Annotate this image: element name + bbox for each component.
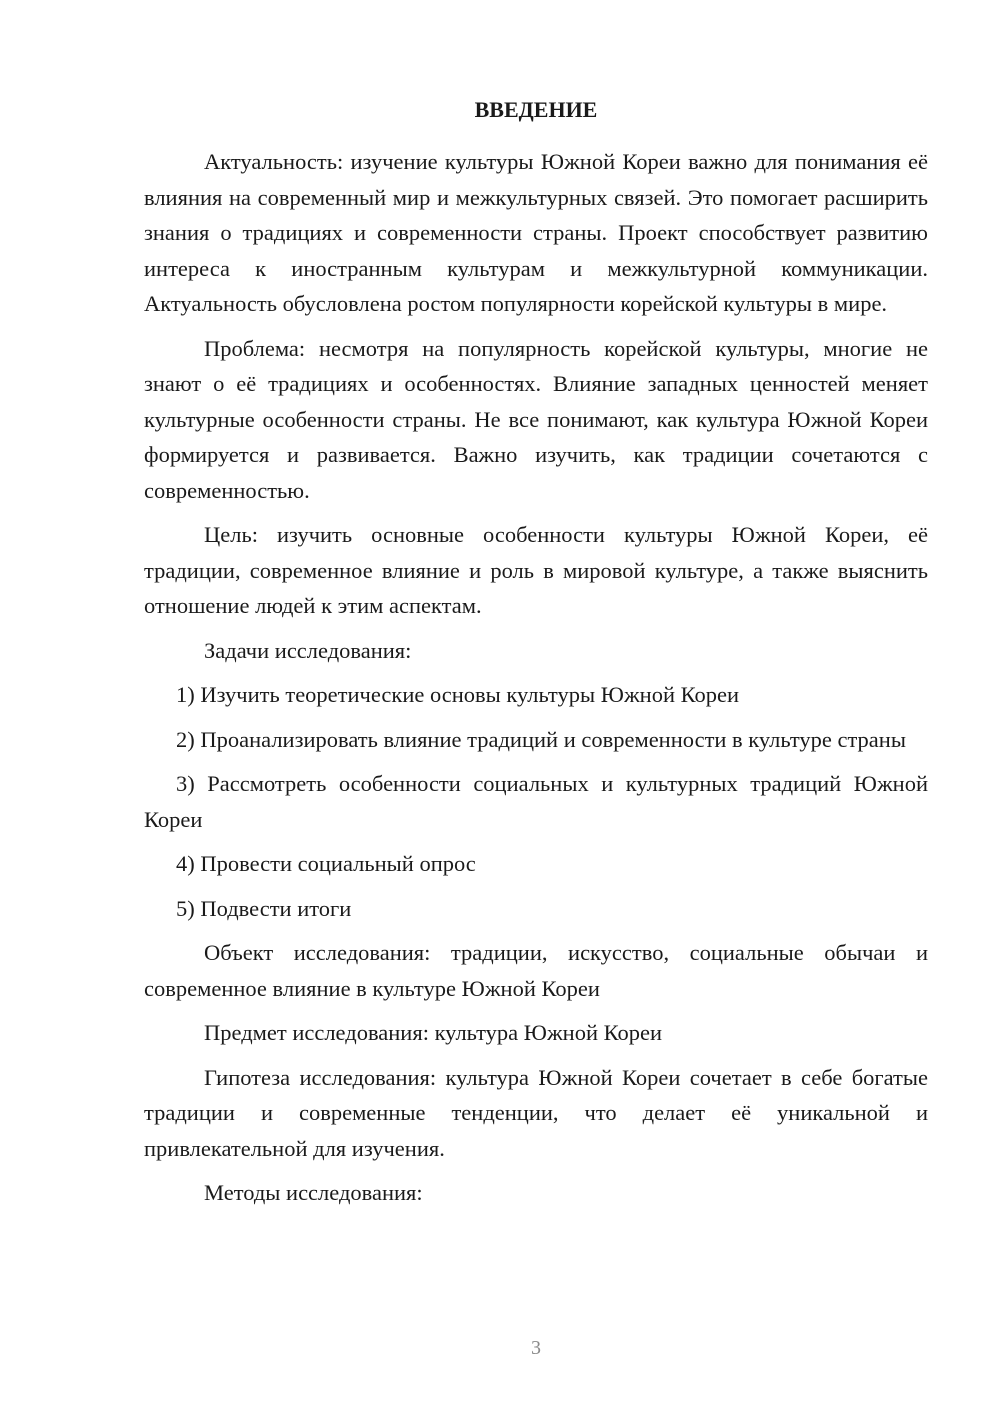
methods-heading: Методы исследования:: [204, 1180, 423, 1205]
tasks-list: [144, 677, 928, 926]
problem-paragraph: Проблема: несмотря на популярность корейской культуры, многие не знают о её традициях и особенностях. Влияние западных ценностей меняет культурные особенности страны. Не все понимают, как культура Южной Кореи формируется и развивается. Важно изучить, как традиции сочетаются с современностью.: [144, 335, 928, 503]
goal-paragraph: Цель: изучить основные особенности культуры Южной Кореи, её традиции, современное влияние и роль в мировой культуре, а также выяснить отношение людей к этим аспектам.: [144, 522, 928, 618]
object-paragraph: Объект исследования: традиции, искусство, социальные обычаи и современное влияние в культуре Южной Кореи: [144, 940, 928, 1001]
list-item: 3) Рассмотреть особенности социальных и культурных традиций Южной Кореи: [144, 771, 928, 832]
list-item: 5) Подвести итоги: [176, 895, 352, 921]
list-item: 4) Провести социальный опрос: [176, 851, 476, 876]
relevance-paragraph: Актуальность: изучение культуры Южной Кореи важно для понимания её влияния на современный мир и межкультурных связей. Это помогает расширить знания о традициях и современности страны. Проект способствует развитию интереса к иностранным культурам и межкультурной коммуникации. Актуальность обусловлена ростом популярности корейской культуры в мире.: [144, 149, 928, 316]
page-number: 3: [531, 1337, 541, 1359]
page-title: ВВЕДЕНИЕ: [474, 97, 598, 122]
hypothesis-paragraph: Гипотеза исследования: культура Южной Кореи сочетает в себе богатые традиции и современные тенденции, что делает её уникальной и привлекательной для изучения.: [144, 1064, 928, 1161]
tasks-heading: Задачи исследования:: [204, 637, 412, 663]
list-item: 2) Проанализировать влияние традиций и современности в культуре страны: [176, 726, 906, 752]
subject-paragraph: Предмет исследования: культура Южной Кореи: [204, 1020, 663, 1045]
document-body: [144, 144, 928, 1220]
list-item: 1) Изучить теоретические основы культуры Южной Кореи: [176, 682, 740, 707]
